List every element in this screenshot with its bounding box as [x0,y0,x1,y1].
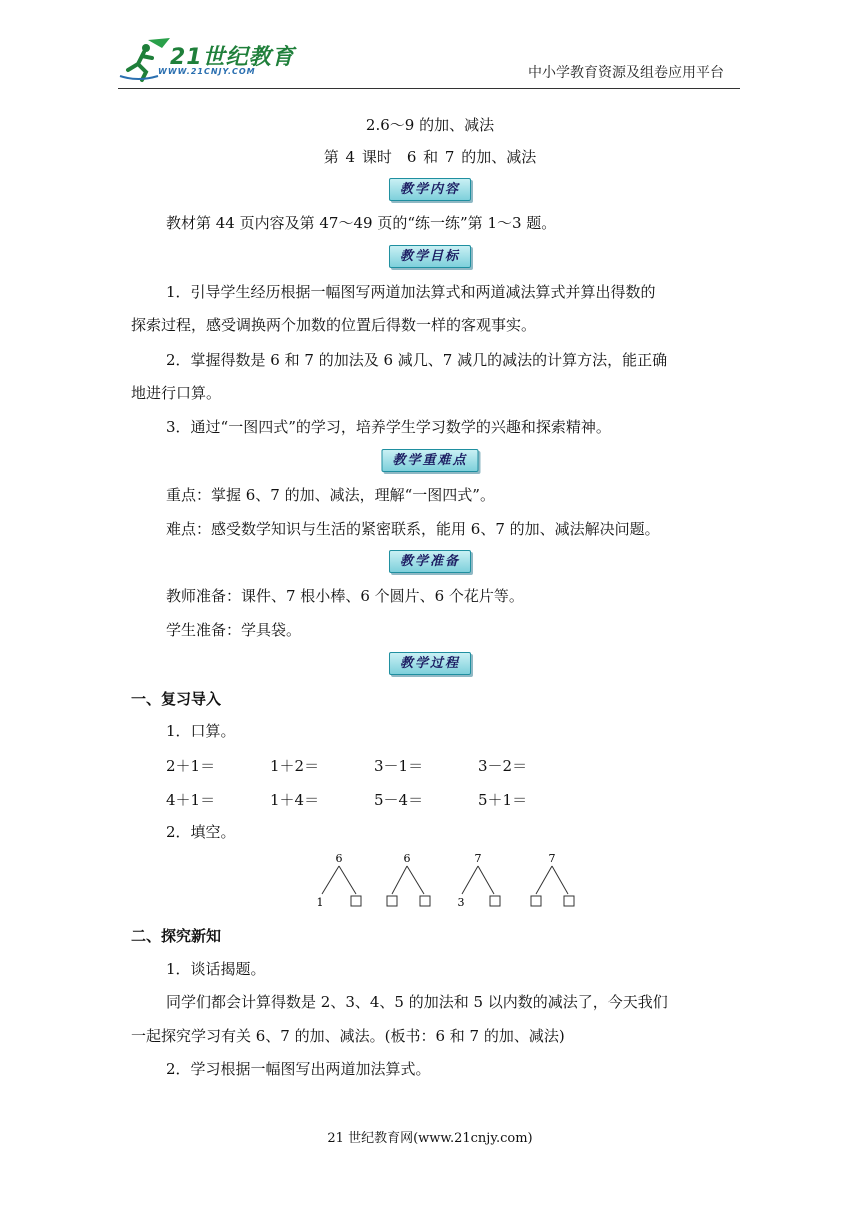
tree-4-right-box [564,896,574,906]
prep-student: 学生准备：学具袋。 [166,621,302,639]
calc-row2-2: 1＋4＝ [270,791,320,809]
lesson-subtitle: 第 4 课时 6 和 7 的加、减法 [323,148,537,166]
key-point: 重点：掌握 6、7 的加、减法，理解“一图四式”。 [166,486,495,504]
part2-item1: 1．谈话揭题。 [166,960,266,978]
prep-tag: 教学准备 [389,550,471,573]
tree-3 [458,852,501,909]
goal3-text: 3．通过“一图四式”的学习，培养学生学习数学的兴趣和探索精神。 [166,418,611,436]
tree-1-left: 1 [316,896,324,909]
part2-para-line1: 同学们都会计算得数是 2、3、4、5 的加法和 5 以内数的减法了，今天我们 [166,993,668,1011]
tree-1-top: 6 [335,852,343,865]
goal2-line2: 地进行口算。 [131,384,222,402]
tree-1-right-box [351,896,361,906]
calc-row1-3: 3－1＝ [374,757,424,775]
key-tag: 教学重难点 [381,449,478,472]
part2-para-line2: 一起探究学习有关 6、7 的加、减法。(板书：6 和 7 的加、减法) [131,1027,565,1045]
content-text: 教材第 44 页内容及第 47～49 页的“练一练”第 1～3 题。 [166,214,557,232]
logo-subtext: WWW.21CNJY.COM [158,67,256,76]
calc-row2-1: 4＋1＝ [166,791,216,809]
tree-3-left: 3 [457,896,465,909]
calc-row2-4: 5＋1＝ [478,791,528,809]
page-footer: 21 世纪教育网(www.21cnjy.com) [327,1131,533,1146]
goal1-line1: 1．引导学生经历根据一幅图写两道加法算式和两道减法算式并算出得数的 [166,283,656,301]
tree-2-top: 6 [403,852,411,865]
lesson-title: 2.6～9 的加、减法 [365,116,495,134]
difficult-point: 难点：感受数学知识与生活的紧密联系，能用 6、7 的加、减法解决问题。 [166,520,660,538]
goal-tag: 教学目标 [389,245,471,268]
calc-row1-4: 3－2＝ [478,757,528,775]
calc-row1-1: 2＋1＝ [166,757,216,775]
goal2-line1: 2．掌握得数是 6 和 7 的加法及 6 减几、7 减几的减法的计算方法，能正确 [166,351,668,369]
decomposition-diagram [310,852,590,912]
tree-2-left-box [387,896,397,906]
tree-4-left-box [531,896,541,906]
content-tag: 教学内容 [389,178,471,201]
runner-logo-icon [118,36,178,84]
part2-item2: 2．学习根据一幅图写出两道加法算式。 [166,1060,431,1078]
tree-3-right-box [490,896,500,906]
tree-2-right-box [420,896,430,906]
part1-heading: 一、复习导入 [131,690,222,708]
tree-1 [317,852,362,909]
platform-name: 中小学教育资源及组卷应用平台 [528,65,724,81]
prep-teacher: 教师准备：课件、7 根小棒、6 个圆片、6 个花片等。 [166,587,524,605]
tree-3-top: 7 [474,852,482,865]
logo-text: 21世纪教育 [170,45,295,70]
tree-2 [387,852,430,906]
tree-4 [531,852,574,906]
goal1-line2: 探索过程，感受调换两个加数的位置后得数一样的客观事实。 [131,316,537,334]
tree-4-top: 7 [548,852,556,865]
process-tag: 教学过程 [389,652,471,675]
calc-row2-3: 5－4＝ [374,791,424,809]
part1-item1: 1．口算。 [166,722,236,740]
calc-row1-2: 1＋2＝ [270,757,320,775]
header-divider [118,88,740,89]
part2-heading: 二、探究新知 [131,927,222,945]
part1-item2: 2．填空。 [166,823,236,841]
